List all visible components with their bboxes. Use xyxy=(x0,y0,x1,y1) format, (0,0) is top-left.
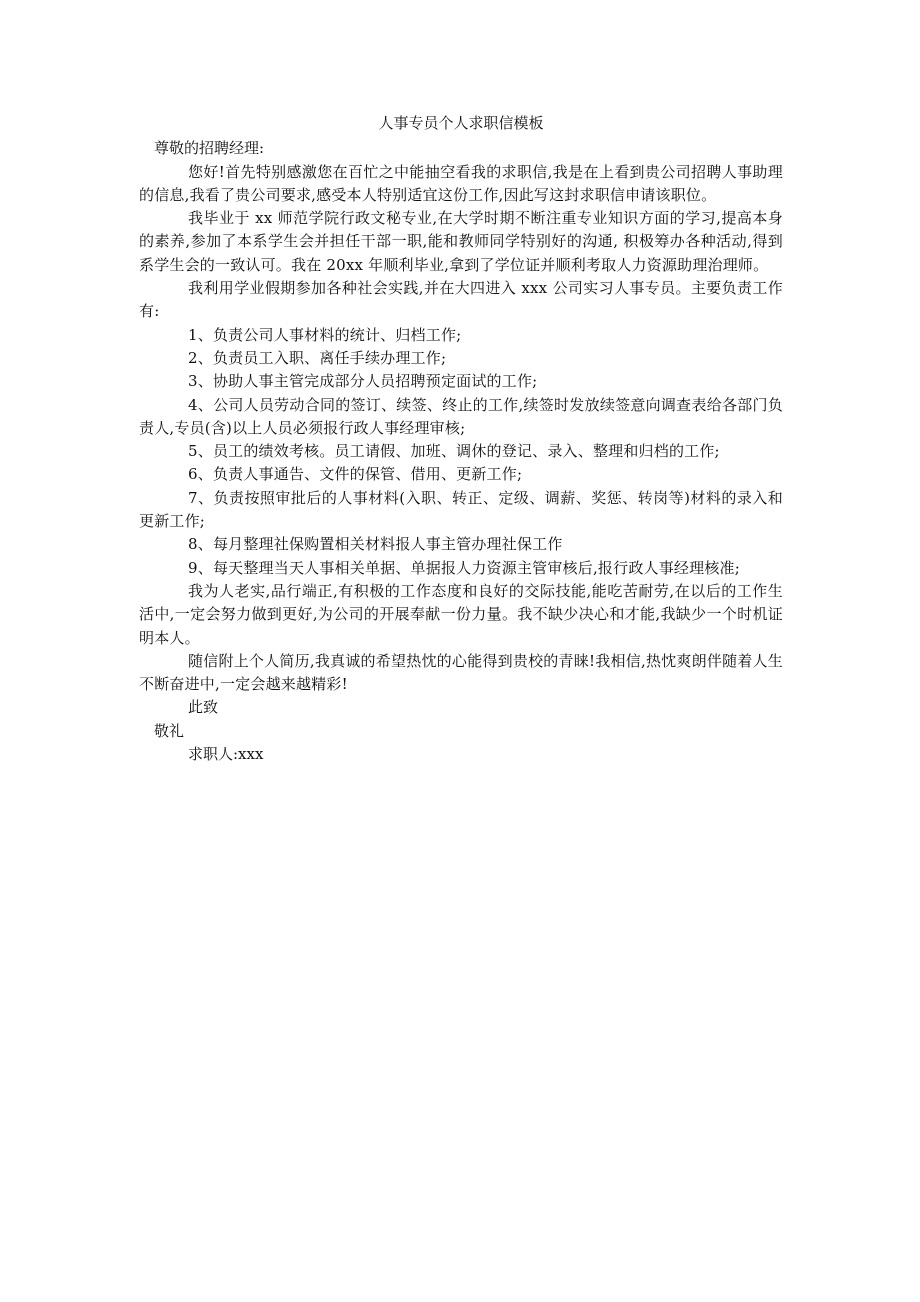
duty-item-8: 8、每月整理社保购置相关材料报人事主管办理社保工作 xyxy=(188,535,563,554)
duty-item-4: 4、公司人员劳动合同的签订、续签、终止的工作,续签时发放续签意向调查表给各部门负责人,专员(含)以上人员必须报行政人事经理审核; xyxy=(139,395,783,437)
regards: 敬礼 xyxy=(154,721,185,740)
closing: 此致 xyxy=(188,698,219,717)
duty-item-5: 5、员工的绩效考核。员工请假、加班、调休的登记、录入、整理和归档的工作; xyxy=(188,442,720,461)
duty-item-1: 1、负责公司人事材料的统计、归档工作; xyxy=(188,325,462,344)
signature: 求职人:xxx xyxy=(188,745,264,764)
duty-item-2: 2、负责员工入职、离任手续办理工作; xyxy=(188,348,447,367)
paragraph-intro: 您好!首先特别感激您在百忙之中能抽空看我的求职信,我是在上看到贵公司招聘人事助理的信息,我看了贵公司要求,感受本人特别适宜这份工作,因此写这封求职信申请该职位。 xyxy=(139,162,783,204)
duty-item-6: 6、负责人事通告、文件的保管、借用、更新工作; xyxy=(188,465,523,484)
document-page xyxy=(139,112,783,766)
salutation: 尊敬的招聘经理: xyxy=(154,139,265,158)
document-title: 人事专员个人求职信模板 xyxy=(378,114,544,132)
paragraph-character: 我为人老实,品行端正,有积极的工作态度和良好的交际技能,能吃苦耐劳,在以后的工作生活中,一定会努力做到更好,为公司的开展奉献一份力量。我不缺少决心和才能,我缺少一个时机证明本人。 xyxy=(139,581,783,647)
paragraph-education: 我毕业于 xx 师范学院行政文秘专业,在大学时期不断注重专业知识方面的学习,提高本身的素养,参加了本系学生会并担任干部一职,能和教师同学特别好的沟通, 积极筹办各种活动,得到系学生会的一致认可。我在 20xx 年顺利毕业,拿到了学位证并顺利考取人力资源助理治理师。 xyxy=(139,209,783,274)
duty-item-3: 3、协助人事主管完成部分人员招聘预定面试的工作; xyxy=(188,372,538,391)
paragraph-internship: 我利用学业假期参加各种社会实践,并在大四进入 xxx 公司实习人事专员。主要负责工作有: xyxy=(139,279,783,321)
paragraph-conclusion: 随信附上个人简历,我真诚的希望热忱的心能得到贵校的青睐!我相信,热忱爽朗伴随着人生不断奋进中,一定会越来越精彩! xyxy=(139,651,783,694)
duty-item-7: 7、负责按照审批后的人事材料(入职、转正、定级、调薪、奖惩、转岗等)材料的录入和更新工作; xyxy=(139,488,783,531)
duty-item-9: 9、每天整理当天人事相关单据、单据报人力资源主管审核后,报行政人事经理核准; xyxy=(188,558,740,577)
